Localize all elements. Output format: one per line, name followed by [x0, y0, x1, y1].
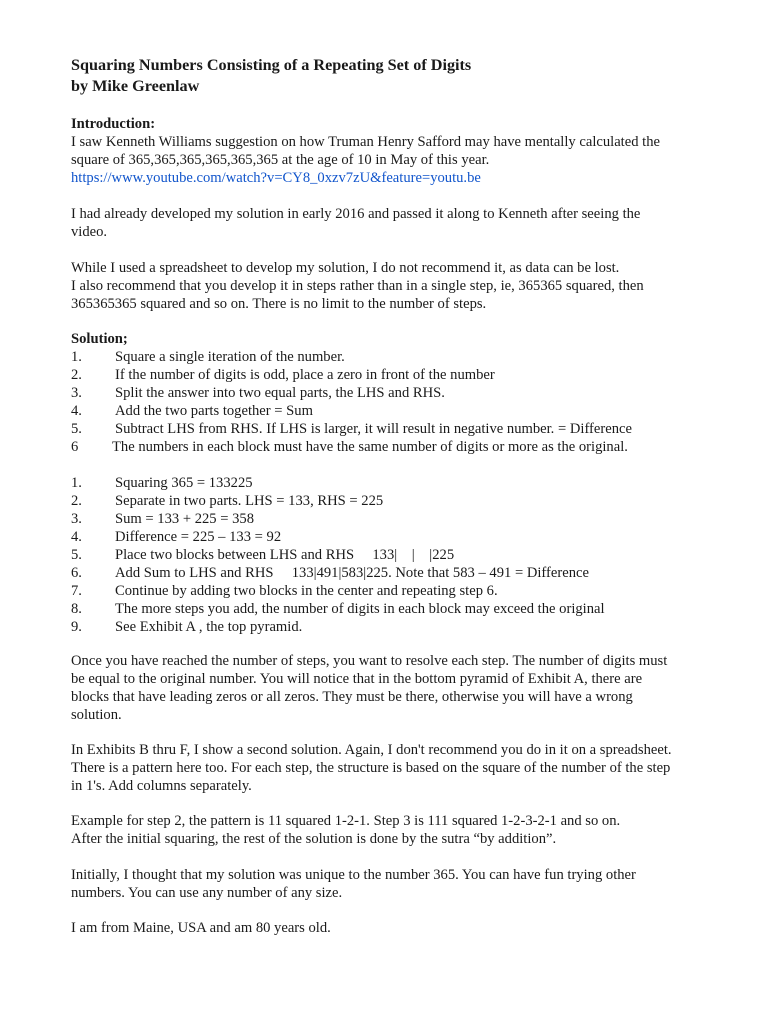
- step-text: Split the answer into two equal parts, the LHS and RHS.: [115, 385, 445, 401]
- step-number: 3.: [71, 385, 82, 401]
- youtube-link[interactable]: https://www.youtube.com/watch?v=CY8_0xzv7zU&feature=youtu.be: [71, 170, 481, 186]
- example-number: 9.: [71, 619, 82, 635]
- intro-line-1: I saw Kenneth Williams suggestion on how Truman Henry Safford may have mentally calculated the: [71, 134, 660, 150]
- title-line-1: Squaring Numbers Consisting of a Repeating Set of Digits: [71, 56, 472, 74]
- example-number: 5.: [71, 547, 82, 563]
- example-number: 6.: [71, 565, 82, 581]
- paragraph-4-line-3: blocks that have leading zeros or all zeros. They must be there, otherwise you will have a wrong: [71, 689, 633, 705]
- example-number: 1.: [71, 475, 82, 491]
- paragraph-5-line-3: in 1's. Add columns separately.: [71, 778, 252, 794]
- paragraph-7-line-1: Initially, I thought that my solution was unique to the number 365. You can have fun trying other: [71, 867, 636, 883]
- example-text: Place two blocks between LHS and RHS 133| | |225: [115, 547, 455, 563]
- step-number: 2.: [71, 367, 82, 383]
- example-text: Sum = 133 + 225 = 358: [115, 511, 255, 527]
- paragraph-4-line-4: solution.: [71, 707, 122, 723]
- example-number: 8.: [71, 601, 82, 617]
- example-number: 2.: [71, 493, 82, 509]
- paragraph-3-line-1: While I used a spreadsheet to develop my solution, I do not recommend it, as data can be lost.: [71, 260, 620, 276]
- step-text: If the number of digits is odd, place a zero in front of the number: [115, 367, 495, 383]
- step-number: 1.: [71, 349, 82, 365]
- paragraph-7-line-2: numbers. You can use any number of any size.: [71, 885, 343, 901]
- title-line-2-author: by Mike Greenlaw: [71, 77, 200, 95]
- example-text: Separate in two parts. LHS = 133, RHS = 225: [115, 493, 384, 509]
- paragraph-6-line-1: Example for step 2, the pattern is 11 squared 1-2-1. Step 3 is 111 squared 1-2-3-2-1 and so on.: [71, 813, 621, 829]
- example-number: 4.: [71, 529, 82, 545]
- solution-heading: Solution;: [71, 331, 128, 347]
- paragraph-4-line-2: be equal to the original number. You will notice that in the bottom pyramid of Exhibit A, there are: [71, 671, 643, 687]
- paragraph-4-line-1: Once you have reached the number of steps, you want to resolve each step. The number of digits must: [71, 653, 668, 669]
- example-number: 3.: [71, 511, 82, 527]
- example-text: Difference = 225 – 133 = 92: [115, 529, 282, 545]
- step-number: 4.: [71, 403, 82, 419]
- paragraph-2-line-1: I had already developed my solution in early 2016 and passed it along to Kenneth after seeing the: [71, 206, 641, 222]
- step-text: Add the two parts together = Sum: [115, 403, 313, 419]
- step-number: 5.: [71, 421, 82, 437]
- paragraph-3-line-2: I also recommend that you develop it in steps rather than in a single step, ie, 365365 squared, then: [71, 278, 644, 294]
- example-text: Add Sum to LHS and RHS 133|491|583|225. Note that 583 – 491 = Difference: [115, 565, 589, 581]
- paragraph-6-line-2: After the initial squaring, the rest of the solution is done by the sutra “by addition”.: [71, 831, 557, 847]
- intro-line-2: square of 365,365,365,365,365,365 at the age of 10 in May of this year.: [71, 152, 490, 168]
- paragraph-8: I am from Maine, USA and am 80 years old.: [71, 920, 331, 936]
- example-text: The more steps you add, the number of digits in each block may exceed the original: [115, 601, 605, 617]
- example-text: Continue by adding two blocks in the center and repeating step 6.: [115, 583, 498, 599]
- paragraph-5-line-1: In Exhibits B thru F, I show a second solution. Again, I don't recommend you do in it on a spreadsheet.: [71, 742, 672, 758]
- example-number: 7.: [71, 583, 82, 599]
- paragraph-5-line-2: There is a pattern here too. For each step, the structure is based on the square of the number of the step: [71, 760, 671, 776]
- step-number: 6: [71, 439, 79, 455]
- step-text: Square a single iteration of the number.: [115, 349, 345, 365]
- step-text: The numbers in each block must have the same number of digits or more as the original.: [112, 439, 628, 455]
- paragraph-3-line-3: 365365365 squared and so on. There is no limit to the number of steps.: [71, 296, 487, 312]
- document-title: [71, 55, 471, 97]
- example-text: See Exhibit A , the top pyramid.: [115, 619, 303, 635]
- example-text: Squaring 365 = 133225: [115, 475, 253, 491]
- introduction-heading: Introduction:: [71, 116, 156, 132]
- paragraph-2-line-2: video.: [71, 224, 108, 240]
- step-text: Subtract LHS from RHS. If LHS is larger, it will result in negative number. = Difference: [115, 421, 632, 437]
